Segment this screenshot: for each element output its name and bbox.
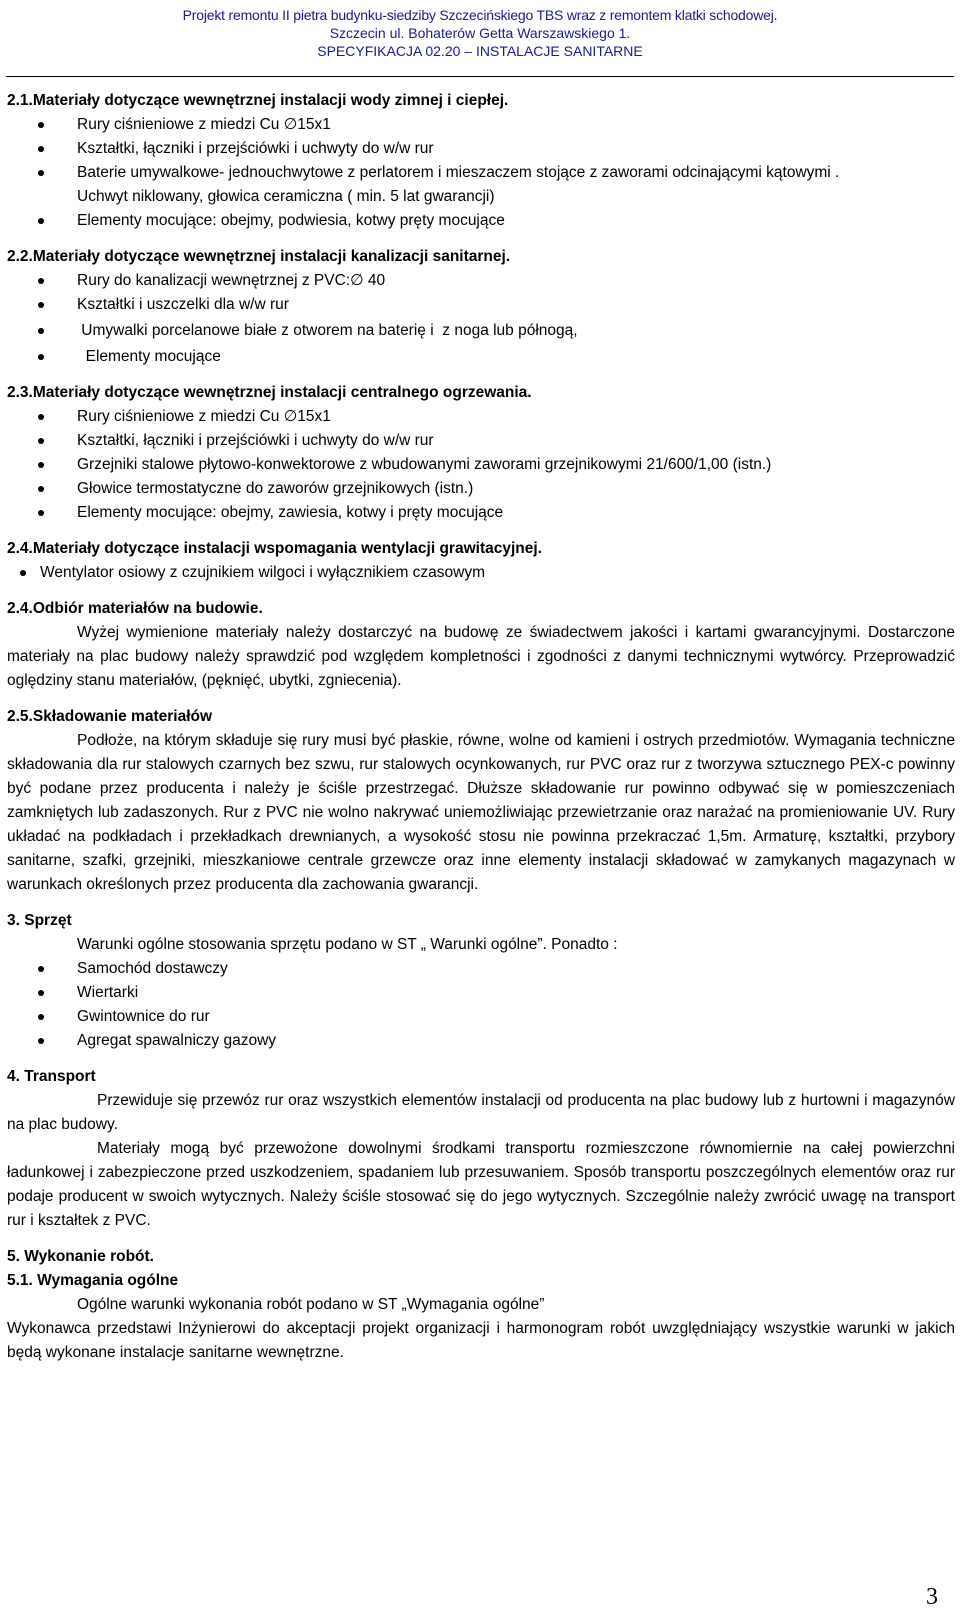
section-2-1-heading: 2.1.Materiały dotyczące wewnętrznej instalacji wody zimnej i ciepłej. [7, 92, 509, 109]
section-2-4-heading: 2.4.Materiały dotyczące instalacji wspomagania wentylacji grawitacyjnej. [7, 540, 542, 557]
list-item: Rury do kanalizacji wewnętrznej z PVC:∅ 40 [7, 269, 955, 293]
list-item: Baterie umywalkowe- jednouchwytowe z perlatorem i mieszaczem stojące z zaworami odcinającymi kątowymi . [7, 161, 955, 185]
list-item: Kształtki, łączniki i przejściówki i uchwyty do w/w rur [7, 429, 955, 453]
section-5-heading: 5. Wykonanie robót. [7, 1248, 154, 1265]
section-5-1-heading: 5.1. Wymagania ogólne [7, 1272, 179, 1289]
header-address: Szczecin ul. Bohaterów Getta Warszawskiego 1. [329, 25, 631, 41]
list-item: Samochód dostawczy [7, 957, 955, 981]
list-item: Elementy mocujące: obejmy, podwiesia, kotwy pręty mocujące [7, 209, 955, 233]
section-5-1-intro: Ogólne warunki wykonania robót podano w ST „Wymagania ogólne” [77, 1296, 545, 1313]
bullet-icon [38, 302, 44, 308]
bullet-icon [38, 462, 44, 468]
section-3-heading: 3. Sprzęt [7, 912, 72, 929]
list-item: Rury ciśnieniowe z miedzi Cu ∅15x1 [7, 405, 955, 429]
bullet-icon [38, 122, 44, 128]
bullet-icon [38, 170, 44, 176]
header-project-title: Projekt remontu II pietra budynku-siedziby Szczecińskiego TBS wraz z remontem klatki schodowej. [182, 7, 778, 23]
section-3-intro: Warunki ogólne stosowania sprzętu podano w ST „ Warunki ogólne”. Ponadto : [77, 936, 618, 953]
header-rule [6, 76, 954, 77]
bullet-icon [38, 146, 44, 152]
bullet-icon [38, 1038, 44, 1044]
list-item: Grzejniki stalowe płytowo-konwektorowe z wbudowanymi zaworami grzejnikowymi 21/600/1,00 (istn.) [7, 453, 955, 477]
bullet-icon [38, 278, 44, 284]
section-2-3-heading: 2.3.Materiały dotyczące wewnętrznej instalacji centralnego ogrzewania. [7, 384, 532, 401]
bullet-icon [38, 218, 44, 224]
list-item: Agregat spawalniczy gazowy [7, 1029, 955, 1053]
list-item: Wiertarki [7, 981, 955, 1005]
list-item: Elementy mocujące [7, 345, 955, 369]
bullet-icon [20, 570, 26, 576]
section-4-heading: 4. Transport [7, 1068, 96, 1085]
section-receipt-heading: 2.4.Odbiór materiałów na budowie. [7, 600, 263, 617]
list-item: Wentylator osiowy z czujnikiem wilgoci i wyłącznikiem czasowym [7, 561, 955, 585]
section-2-1-list [7, 113, 955, 233]
bullet-icon [38, 438, 44, 444]
section-storage-heading: 2.5.Składowanie materiałów [7, 708, 213, 725]
bullet-icon [38, 966, 44, 972]
list-item: Gwintownice do rur [7, 1005, 955, 1029]
bullet-icon [38, 486, 44, 492]
page-number: 3 [926, 1584, 938, 1610]
section-receipt-paragraph: Wyżej wymienione materiały należy dostarczyć na budowę ze świadectwem jakości i kartami gwarancyjnymi. Dostarczone materiały na plac budowy należy sprawdzić pod względem kompletności i zgodności z danymi technicznymi wytwórcy. Przeprowadzić oględziny stanu materiałów, (pęknięć, ubytki, zgniecenia). [7, 624, 955, 689]
section-storage-paragraph: Podłoże, na którym składuje się rury musi być płaskie, równe, wolne od kamieni i ostrych przedmiotów. Wymagania techniczne składowania dla rur stalowych czarnych bez szwu, rur stalowych ocynkowanych, rur PVC oraz rur z tworzywa sztucznego PEX-c powinny być podane przez producenta i należy je ściśle przestrzegać. Dłuższe składowanie rur powinno odbywać się w pomieszczeniach zamkniętych lub zadaszonych. Rur z PVC nie wolno nakrywać uniemożliwiając przewietrzanie oraz narażać na promieniowanie UV. Rury układać na podkładach i przekładkach drewnianych, a wysokość stosu nie powinna przekraczać 1,5m. Armaturę, kształtki, przybory sanitarne, szafki, grzejniki, mieszkaniowe centrale grzewcze oraz inne elementy instalacji składować w zamykanych magazynach w warunkach określonych przez producenta dla zachowania gwarancji. [7, 732, 955, 893]
bullet-icon [38, 1014, 44, 1020]
bullet-icon [38, 414, 44, 420]
list-item: Głowice termostatyczne do zaworów grzejnikowych (istn.) [7, 477, 955, 501]
list-item: Kształtki i uszczelki dla w/w rur [7, 293, 955, 317]
list-item: Kształtki, łączniki i przejściówki i uchwyty do w/w rur [7, 137, 955, 161]
list-item-continuation: Uchwyt niklowany, głowica ceramiczna ( min. 5 lat gwarancji) [77, 188, 495, 205]
section-2-4-list [7, 561, 955, 585]
section-4-paragraph-1: Przewiduje się przewóz rur oraz wszystkich elementów instalacji od producenta na plac budowy lub z hurtowni i magazynów na plac budowy. [7, 1092, 955, 1133]
section-2-3-list [7, 405, 955, 525]
bullet-icon [38, 354, 44, 360]
bullet-icon [38, 510, 44, 516]
document-header [0, 6, 960, 60]
section-2-2-heading: 2.2.Materiały dotyczące wewnętrznej instalacji kanalizacji sanitarnej. [7, 248, 511, 265]
section-2-2-list [7, 269, 955, 369]
section-5-1-paragraph: Wykonawca przedstawi Inżynierowi do akceptacji projekt organizacji i harmonogram robót uwzględniający wszystkie warunki w jakich będą wykonane instalacje sanitarne wewnętrzne. [7, 1320, 955, 1361]
document-body [7, 89, 955, 1365]
section-4-paragraph-2: Materiały mogą być przewożone dowolnymi środkami transportu rozmieszczone równomiernie na całej powierzchni ładunkowej i zabezpieczone przed uszkodzeniem, spadaniem lub przesuwaniem. Sposób transportu poszczególnych elementów oraz rur podaje producent w swoich wytycznych. Należy ściśle stosować się do jego wytycznych. Szczególnie należy zwrócić uwagę na transport rur i kształtek z PVC. [7, 1140, 955, 1229]
bullet-icon [38, 990, 44, 996]
list-item: Elementy mocujące: obejmy, zawiesia, kotwy i pręty mocujące [7, 501, 955, 525]
header-spec: SPECYFIKACJA 02.20 – INSTALACJE SANITARNE [317, 43, 643, 59]
list-item: Rury ciśnieniowe z miedzi Cu ∅15x1 [7, 113, 955, 137]
list-item: Umywalki porcelanowe białe z otworem na baterię i z noga lub półnogą, [7, 319, 955, 343]
bullet-icon [38, 328, 44, 334]
section-3-list [7, 957, 955, 1053]
